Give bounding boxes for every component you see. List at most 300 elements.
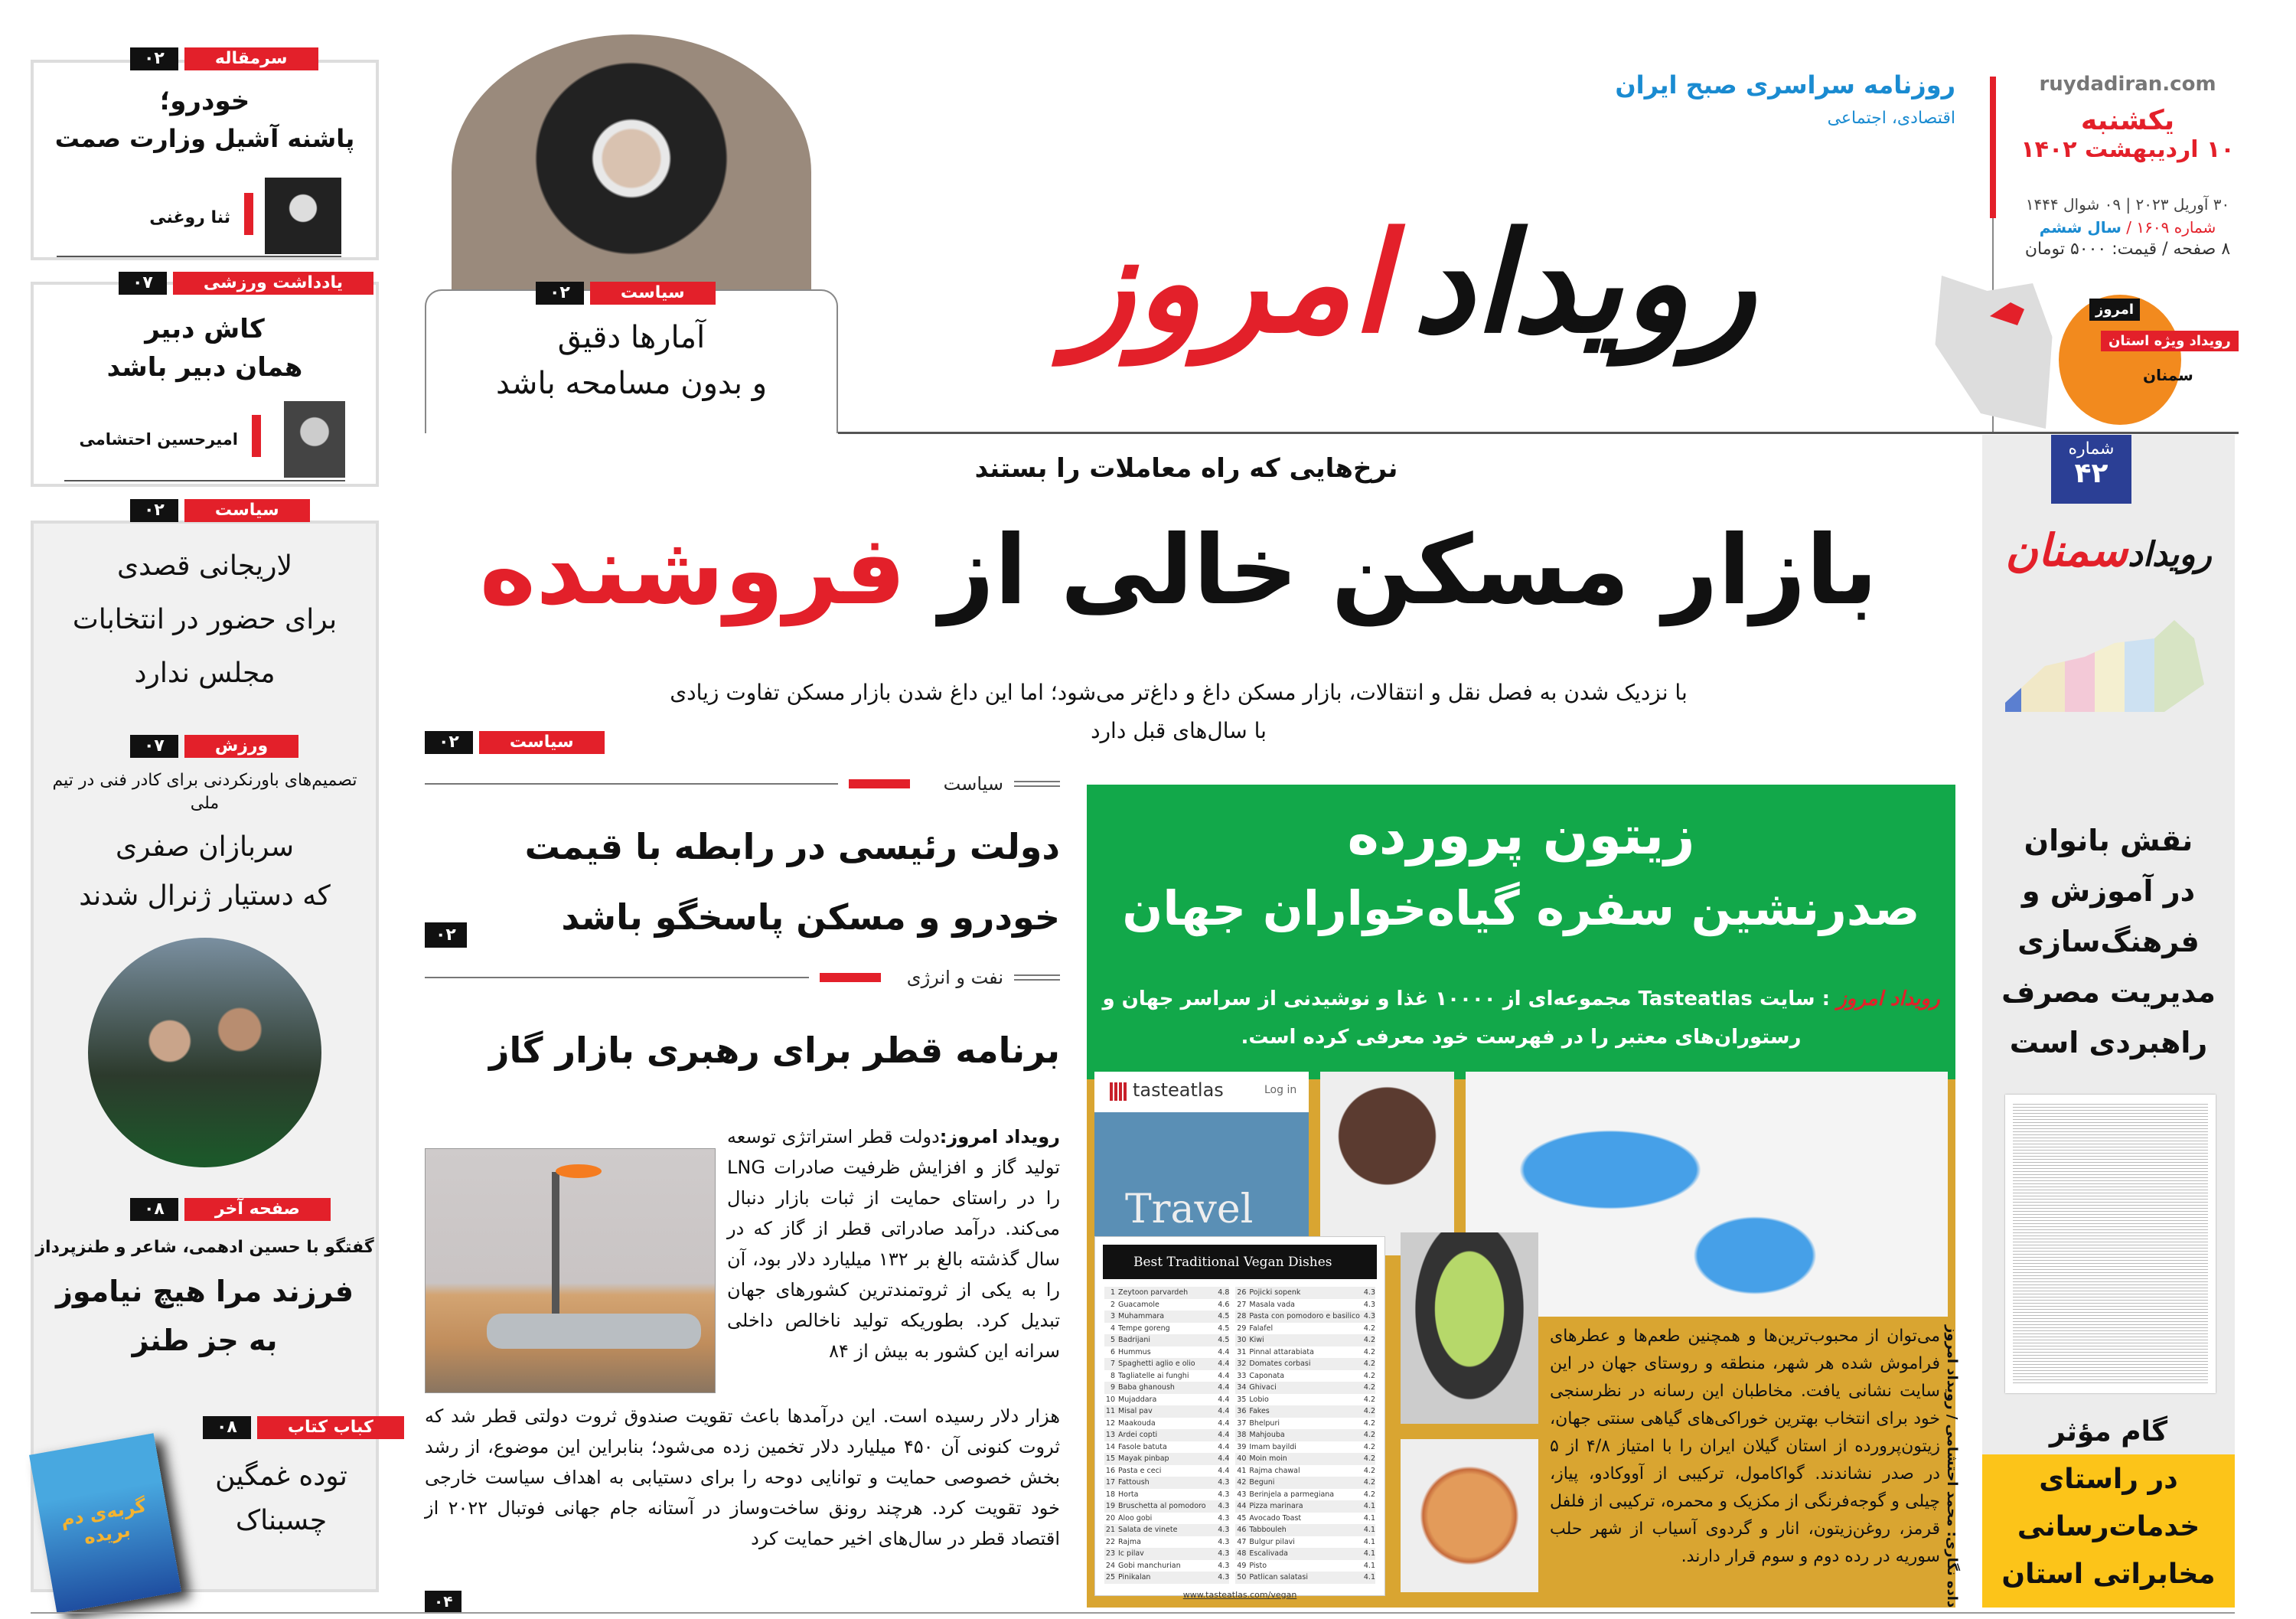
supplement-issue-badge xyxy=(2051,435,2131,504)
list-rank: 9 xyxy=(1110,1383,1115,1392)
list-row xyxy=(1104,1572,1229,1584)
list-rank: 22 xyxy=(1105,1537,1115,1546)
story1-headline[interactable] xyxy=(475,811,1060,952)
list-row xyxy=(1104,1382,1229,1394)
main-headline[interactable] xyxy=(459,509,1898,634)
hummus-photo xyxy=(1401,1439,1538,1592)
sports-note-author: امیرحسین احتشامی xyxy=(79,430,238,449)
tasteatlas-logo-icon xyxy=(1110,1082,1128,1101)
headline-line: نقش بانوان xyxy=(2024,824,2193,857)
list-dish: Misal pav xyxy=(1118,1407,1153,1416)
list-dish: Avocado Toast xyxy=(1249,1513,1302,1523)
list-dish: Ic pilav xyxy=(1118,1549,1144,1559)
list-score: 4.2 xyxy=(1363,1442,1375,1451)
body-text: دولت قطر استراتژی توسعه تولید گاز و افزایش ظرفیت صادرات LNG را در راستای حمایت از ثبات بازار دنبال می‌کند. درآمد صادراتی قطر از گاز که در سال گذشته بالغ بر ۱۳۲ میلیارد دلار بود، آن را به یکی از ثروتمندترین کشورهای جهان تبدیل کرد. بطوریکه تولید ناخالص داخلی سرانه این کشور به بیش از ۸۴ xyxy=(727,1126,1060,1362)
list-score: 4.2 xyxy=(1363,1360,1375,1369)
list-score: 4.4 xyxy=(1218,1466,1230,1475)
list-row xyxy=(1235,1323,1375,1335)
issue-label: شماره xyxy=(2068,439,2115,459)
leader-photo xyxy=(452,34,811,310)
tag-main: سیاست ۰۲ xyxy=(425,731,605,754)
list-dish: Escalivada xyxy=(1249,1549,1288,1559)
headline-line: در راستای xyxy=(2039,1464,2178,1495)
list-dish: Maakouda xyxy=(1118,1418,1156,1428)
list-score: 4.2 xyxy=(1363,1431,1375,1440)
supplement-page-thumbnail[interactable] xyxy=(2005,1095,2216,1393)
headline-red: فروشنده xyxy=(479,515,906,626)
list-dish: Salata de vinete xyxy=(1118,1526,1178,1535)
list-dish: Rajma xyxy=(1118,1537,1141,1546)
list-score: 4.2 xyxy=(1363,1478,1375,1487)
story2-body-bottom: هزار دلار رسیده است. این درآمدها باعث تقویت صندوق ثروت دولتی قطر شد که ثروت کنونی آن ۴۵۰ میلیارد دلار تخمین زده می‌شود؛ بنابراین این موضوع، از رشد بخش خصوصی حمایت و توانایی دوحه را برای دستیابی به اهداف سیاست خارجی خود تقویت کرد. هرچند رونق ساخت‌وساز در آستانه جام جهانی فوتبال ۲۰۲۲ از اقتصاد قطر در سال‌های اخیر حمایت کرد xyxy=(425,1405,1061,1549)
list-dish: Pasta con pomodoro e basilico xyxy=(1249,1312,1360,1321)
list-dish: Muhammara xyxy=(1118,1312,1165,1321)
list-rank: 32 xyxy=(1237,1360,1247,1369)
list-rank: 18 xyxy=(1105,1490,1115,1499)
list-row xyxy=(1104,1358,1229,1370)
list-score: 4.4 xyxy=(1218,1431,1230,1440)
list-row xyxy=(1104,1334,1229,1346)
list-dish: Moin moin xyxy=(1249,1454,1287,1464)
list-rank: 15 xyxy=(1105,1454,1115,1464)
list-row xyxy=(1235,1548,1375,1560)
list-row xyxy=(1104,1524,1229,1536)
story1-kicker xyxy=(425,773,1060,795)
list-rank: 5 xyxy=(1110,1336,1115,1345)
list-dish: Masala vada xyxy=(1249,1300,1295,1309)
feature-credit: داده نگاری: محمد احتشامی / رویداد امروز xyxy=(1944,1324,1960,1608)
list-dish: Ardei copti xyxy=(1118,1431,1158,1440)
list-row xyxy=(1235,1453,1375,1465)
accent-bar xyxy=(244,193,253,235)
list-score: 4.3 xyxy=(1363,1300,1375,1309)
masthead-logo[interactable] xyxy=(850,145,1975,421)
top-politics-box[interactable] xyxy=(425,289,838,433)
main-kicker: نرخ‌هایی که راه معاملات را بستند xyxy=(974,453,1398,484)
masthead-rule xyxy=(838,432,2239,434)
list-dish: Fakes xyxy=(1249,1407,1270,1416)
sports-kicker: تصمیم‌های باورنکردنی برای کادر فنی در تیم ملی xyxy=(52,771,357,813)
list-dish: Ghivaci xyxy=(1249,1383,1277,1392)
headline-line: به جز طنز xyxy=(132,1324,278,1357)
list-score: 4.2 xyxy=(1363,1347,1375,1356)
logo-red-text: سمنان xyxy=(2005,524,2128,576)
list-rank: 16 xyxy=(1105,1466,1115,1475)
masthead-red-divider xyxy=(1990,77,1996,218)
list-dish: Zeytoon parvardeh xyxy=(1118,1288,1189,1297)
editorial-author: ثنا روغنی xyxy=(149,208,230,227)
list-score: 4.3 xyxy=(1218,1537,1230,1546)
list-dish: Imam bayildi xyxy=(1249,1442,1296,1451)
list-footer: www.tasteatlas.com/vegan xyxy=(1182,1589,1297,1600)
list-dish: Pojicki sopenk xyxy=(1249,1288,1301,1297)
list-title: Best Traditional Vegan Dishes xyxy=(1133,1254,1332,1270)
list-row xyxy=(1104,1370,1229,1382)
book-title: گربه‌ی دم بریده xyxy=(59,1494,148,1549)
list-row xyxy=(1235,1287,1375,1299)
list-row xyxy=(1104,1536,1229,1549)
province-name: سمنان xyxy=(2143,366,2193,384)
supplement-story-2[interactable] xyxy=(1986,1408,2231,1598)
feature-green-panel[interactable] xyxy=(1087,785,1955,1079)
intro-text: : سایت Tasteatlas مجموعه‌ای از ۱۰۰۰۰ غذا و نوشیدنی از سراسر جهان و رستوران‌های معتبر را در فهرست خود معرفی کرده است. xyxy=(1102,987,1831,1049)
list-rank: 14 xyxy=(1105,1442,1115,1451)
list-row xyxy=(1235,1477,1375,1489)
masthead-info xyxy=(2013,73,2242,259)
list-score: 4.2 xyxy=(1363,1383,1375,1392)
headline-line: مجلس ندارد xyxy=(134,658,276,689)
list-row xyxy=(1104,1346,1229,1359)
kicker-label: سیاست xyxy=(943,773,1003,795)
list-rank: 34 xyxy=(1237,1383,1247,1392)
list-score: 4.8 xyxy=(1218,1288,1230,1297)
headline-line: چسبناک xyxy=(235,1505,328,1536)
list-row xyxy=(1235,1405,1375,1418)
subtagline: اقتصادی، اجتماعی xyxy=(1827,109,1955,128)
list-row xyxy=(1235,1299,1375,1311)
issue-number: ۴۲ xyxy=(2074,458,2108,489)
list-row xyxy=(1235,1346,1375,1359)
issue-number: شماره ۱۶۰۹ / xyxy=(2126,218,2216,237)
story2-body-top xyxy=(727,1121,1060,1366)
list-rank: 28 xyxy=(1237,1312,1247,1321)
list-row xyxy=(1104,1513,1229,1525)
headline-line: لاریجانی قصدی xyxy=(116,550,293,582)
story1-page: ۰۲ xyxy=(425,922,467,948)
tagline: روزنامه سراسری صبح ایران xyxy=(1615,70,1955,100)
kicker-label: نفت و انرژی xyxy=(906,967,1003,988)
list-row xyxy=(1104,1477,1229,1489)
list-score: 4.5 xyxy=(1218,1336,1230,1345)
list-row xyxy=(1104,1394,1229,1406)
list-row xyxy=(1104,1441,1229,1454)
list-rank: 45 xyxy=(1237,1513,1247,1523)
supplement-story-1[interactable] xyxy=(1986,815,2231,1068)
list-dish: Rajma chawal xyxy=(1249,1466,1300,1475)
list-dish: Caponata xyxy=(1249,1371,1285,1380)
list-score: 4.5 xyxy=(1218,1324,1230,1333)
list-dish: Falafel xyxy=(1249,1324,1274,1333)
list-row xyxy=(1104,1489,1229,1501)
sports-photo xyxy=(88,938,321,1167)
list-score: 4.1 xyxy=(1363,1513,1375,1523)
list-rank: 44 xyxy=(1237,1502,1247,1511)
logo-red-text: امروز xyxy=(1068,202,1390,364)
list-row xyxy=(1235,1560,1375,1572)
list-rank: 6 xyxy=(1110,1347,1115,1356)
list-rank: 40 xyxy=(1237,1454,1247,1464)
headline-line: خودرو و مسکن پاسخگو باشد xyxy=(561,896,1060,938)
list-dish: Gobi manchurian xyxy=(1118,1561,1181,1570)
year: سال ششم xyxy=(2039,218,2122,237)
headline-line: فرهنگ‌سازی xyxy=(2017,925,2200,958)
list-score: 4.6 xyxy=(1218,1300,1230,1309)
list-row xyxy=(1235,1513,1375,1525)
last-page-headline[interactable] xyxy=(34,1267,375,1365)
list-rank: 49 xyxy=(1237,1561,1247,1570)
list-rank: 2 xyxy=(1110,1300,1115,1309)
tasteatlas-brand: tasteatlas xyxy=(1133,1079,1224,1101)
feature-title-1: زیتون پرورده xyxy=(1347,804,1695,867)
list-score: 4.3 xyxy=(1218,1573,1230,1582)
list-row xyxy=(1104,1429,1229,1441)
list-rank: 37 xyxy=(1237,1418,1247,1428)
tag-politics: سیاست ۰۲ xyxy=(130,499,310,522)
supplement-logo xyxy=(1990,524,2227,576)
main-lead xyxy=(490,674,1867,750)
list-dish: Tagliatelle ai funghi xyxy=(1118,1371,1189,1380)
list-rank: 26 xyxy=(1237,1288,1247,1297)
editorial-title-1: خودرو؛ xyxy=(159,86,250,116)
list-col-left xyxy=(1104,1287,1229,1584)
tag-last-page: صفحه آخر ۰۸ xyxy=(130,1198,331,1221)
list-row xyxy=(1235,1334,1375,1346)
list-score: 4.3 xyxy=(1363,1312,1375,1321)
list-rank: 21 xyxy=(1105,1526,1115,1535)
top-box-title-2: و بدون مسامحه باشد xyxy=(495,366,768,401)
story2-kicker xyxy=(425,967,1060,988)
list-score: 4.3 xyxy=(1218,1490,1230,1499)
sports-note-title-2: همان دبیر باشد xyxy=(106,352,303,383)
list-rank: 43 xyxy=(1237,1490,1247,1499)
tasteatlas-screenshot xyxy=(1094,1072,1309,1255)
date-persian: ۱۰ اردیبهشت ۱۴۰۲ xyxy=(2020,136,2235,163)
list-rank: 42 xyxy=(1237,1478,1247,1487)
list-row xyxy=(1235,1489,1375,1501)
author-photo xyxy=(284,401,345,478)
tag-book: کباب کتاب ۰۸ xyxy=(203,1416,404,1439)
sports-note-box[interactable] xyxy=(31,282,379,487)
list-score: 4.4 xyxy=(1218,1418,1230,1428)
headline-line: مدیریت مصرف xyxy=(2001,975,2216,1009)
login-link: Log in xyxy=(1264,1084,1297,1096)
headline-line: در آموزش و xyxy=(2021,874,2196,908)
headline-line: راهبردی است xyxy=(2009,1026,2208,1059)
list-score: 4.1 xyxy=(1363,1537,1375,1546)
divider xyxy=(64,480,345,481)
headline-black: بازار مسکن خالی از xyxy=(939,515,1878,626)
dish-photo-1 xyxy=(1320,1072,1454,1255)
list-row xyxy=(1104,1311,1229,1323)
list-score: 4.1 xyxy=(1363,1573,1375,1582)
list-dish: Pizza marinara xyxy=(1249,1502,1303,1511)
list-row xyxy=(1104,1299,1229,1311)
price: ۸ صفحه / قیمت: ۵۰۰۰ تومان xyxy=(2024,240,2231,259)
list-score: 4.2 xyxy=(1363,1490,1375,1499)
list-rank: 19 xyxy=(1105,1502,1115,1511)
list-score: 4.4 xyxy=(1218,1360,1230,1369)
travel-text: Travel xyxy=(1125,1187,1254,1232)
list-dish: Pinnal attarabiata xyxy=(1249,1347,1314,1356)
list-dish: Tempe goreng xyxy=(1118,1324,1170,1333)
list-row xyxy=(1235,1382,1375,1394)
list-score: 4.2 xyxy=(1363,1371,1375,1380)
list-score: 4.3 xyxy=(1363,1288,1375,1297)
list-score: 4.4 xyxy=(1218,1442,1230,1451)
list-dish: Pasta e ceci xyxy=(1118,1466,1162,1475)
list-dish: Beguni xyxy=(1249,1478,1275,1487)
list-row xyxy=(1235,1370,1375,1382)
list-dish: Mujaddara xyxy=(1118,1395,1157,1404)
list-row xyxy=(1235,1500,1375,1513)
list-score: 4.4 xyxy=(1218,1371,1230,1380)
list-score: 4.2 xyxy=(1363,1454,1375,1464)
gas-flare-photo xyxy=(425,1148,716,1393)
list-row xyxy=(1235,1536,1375,1549)
province-label[interactable]: رویداد ویژه استان xyxy=(2101,331,2239,351)
list-rank: 31 xyxy=(1237,1347,1247,1356)
list-score: 4.4 xyxy=(1218,1454,1230,1464)
list-rank: 17 xyxy=(1105,1478,1115,1487)
list-score: 4.4 xyxy=(1218,1407,1230,1416)
editorial-title-2: پاشنه آشیل وزارت صمت xyxy=(54,124,355,153)
sports-headline[interactable] xyxy=(34,823,375,921)
logo-black-text: رویداد xyxy=(2128,535,2212,574)
list-score: 4.3 xyxy=(1218,1549,1230,1559)
story2-headline[interactable]: برنامه قطر برای رهبری بازار گاز xyxy=(489,1030,1060,1071)
list-dish: Pisto xyxy=(1249,1561,1267,1570)
list-score: 4.2 xyxy=(1363,1407,1375,1416)
province-today: امروز xyxy=(2089,299,2140,321)
weekday: یکشنبه xyxy=(2080,105,2175,136)
list-score: 4.3 xyxy=(1218,1502,1230,1511)
issue-line xyxy=(2013,218,2242,237)
headline-line: خدمات‌رسانی xyxy=(2017,1511,2200,1542)
lead-source: رویداد امروز: xyxy=(939,1126,1060,1147)
list-rank: 12 xyxy=(1105,1418,1115,1428)
headline-line: سربازان صفری xyxy=(115,831,295,863)
list-score: 4.4 xyxy=(1218,1395,1230,1404)
feature-title-2: صدرنشین سفره گیاه‌خواران جهان xyxy=(1122,880,1920,936)
list-rank: 20 xyxy=(1105,1513,1115,1523)
list-score: 4.2 xyxy=(1363,1395,1375,1404)
list-score: 4.4 xyxy=(1218,1383,1230,1392)
list-dish: Lobio xyxy=(1249,1395,1269,1404)
list-dish: Domates corbasi xyxy=(1249,1360,1311,1369)
list-row xyxy=(1235,1441,1375,1454)
list-score: 4.3 xyxy=(1218,1513,1230,1523)
list-row xyxy=(1235,1418,1375,1430)
larijani-headline[interactable] xyxy=(34,540,375,700)
guacamole-photo xyxy=(1401,1232,1538,1424)
list-row xyxy=(1104,1560,1229,1572)
list-rank: 25 xyxy=(1105,1573,1115,1582)
page-bottom-rule xyxy=(31,1612,2235,1614)
list-row xyxy=(1235,1394,1375,1406)
author-photo xyxy=(265,178,341,254)
list-row xyxy=(1235,1429,1375,1441)
sports-note-title-1: کاش دبیر xyxy=(145,314,265,344)
list-dish: Hummus xyxy=(1118,1347,1151,1356)
list-row xyxy=(1235,1311,1375,1323)
tag-sports: ورزش ۰۷ xyxy=(130,735,298,758)
list-score: 4.1 xyxy=(1363,1502,1375,1511)
list-rank: 27 xyxy=(1237,1300,1247,1309)
list-score: 4.5 xyxy=(1218,1312,1230,1321)
list-rank: 48 xyxy=(1237,1549,1247,1559)
list-dish: Berinjela a parmegiana xyxy=(1249,1490,1335,1499)
list-score: 4.2 xyxy=(1363,1418,1375,1428)
list-row xyxy=(1104,1287,1229,1299)
list-rank: 29 xyxy=(1237,1324,1247,1333)
divider xyxy=(57,256,341,257)
list-rank: 13 xyxy=(1105,1431,1115,1440)
list-score: 4.1 xyxy=(1363,1526,1375,1535)
tag-sports-note: یادداشت ورزشی ۰۷ xyxy=(119,272,373,295)
headline-line: دولت رئیسی در رابطه با قیمت xyxy=(524,826,1060,867)
list-dish: Guacamole xyxy=(1118,1300,1159,1309)
list-rank: 7 xyxy=(1110,1360,1115,1369)
list-score: 4.3 xyxy=(1218,1478,1230,1487)
list-score: 4.2 xyxy=(1363,1466,1375,1475)
lead-line: با سال‌های قبل دارد xyxy=(1091,718,1267,743)
list-dish: Bruschetta al pomodoro xyxy=(1118,1502,1206,1511)
list-dish: Fattoush xyxy=(1118,1478,1150,1487)
list-score: 4.1 xyxy=(1363,1561,1375,1570)
lead-line: با نزدیک شدن به فصل نقل و انتقالات، بازار مسکن داغ و داغ‌تر می‌شود؛ اما این داغ شدن بازار مسکن تفاوت زیادی xyxy=(670,680,1688,705)
book-headline[interactable] xyxy=(195,1454,367,1543)
list-dish: Bhelpuri xyxy=(1249,1418,1280,1428)
list-row xyxy=(1104,1465,1229,1477)
list-rank: 36 xyxy=(1237,1407,1247,1416)
list-dish: Badrijani xyxy=(1118,1336,1151,1345)
feature-body: می‌توان از محبوب‌ترین‌ها و همچنین طعم‌ها و عطرهای فراموش شده هر شهر، منطقه و روستای جهان در این سایت نشانی یافت. مخاطبان این رسانه در نظرسنجی خود برای انتخاب بهترین خوراکی‌های گیاهی سنتی جهان، زیتون‌پرورده از استان گیلان ایران را با امتیاز ۴/۸ از ۵ در صدر نشاندند. گواکامول، ترکیبی از آووکادو، پیاز، چیلی و گوجه‌فرنگی از مکزیک و محمره، ترکیبی از فلفل قرمز، روغن‌زیتون، انار و گردوی آسیاب از شهر حلب سوریه در رده دوم و سوم قرار دارند. xyxy=(1550,1327,1940,1566)
list-dish: Aloo gobi xyxy=(1118,1513,1153,1523)
list-rank: 10 xyxy=(1105,1395,1115,1404)
feature-intro xyxy=(1102,980,1940,1056)
list-row xyxy=(1104,1323,1229,1335)
top-box-title-1: آمارها دقیق xyxy=(557,320,706,355)
tag-editorial: سرمقاله ۰۲ xyxy=(130,47,318,70)
list-dish: Spaghetti aglio e olio xyxy=(1118,1360,1195,1369)
list-row xyxy=(1104,1418,1229,1430)
list-rank: 3 xyxy=(1110,1312,1115,1321)
accent-bar xyxy=(252,415,261,457)
list-score: 4.3 xyxy=(1218,1561,1230,1570)
website-link[interactable]: ruydadiran.com xyxy=(2039,73,2216,96)
headline-line: گام مؤثر xyxy=(2049,1416,2168,1448)
list-col-right xyxy=(1235,1287,1375,1584)
list-row xyxy=(1235,1358,1375,1370)
editorial-box[interactable] xyxy=(31,60,379,260)
list-dish: Baba ghanoush xyxy=(1118,1383,1175,1392)
vegan-dishes-list xyxy=(1094,1236,1385,1600)
list-row xyxy=(1235,1524,1375,1536)
list-rank: 11 xyxy=(1105,1407,1115,1416)
list-row xyxy=(1104,1548,1229,1560)
list-rank: 46 xyxy=(1237,1526,1247,1535)
list-row xyxy=(1104,1500,1229,1513)
list-rank: 4 xyxy=(1110,1324,1115,1333)
list-rank: 39 xyxy=(1237,1442,1247,1451)
logo-black-text: رویداد xyxy=(1412,202,1756,364)
list-rank: 41 xyxy=(1237,1466,1247,1475)
headline-line: برای حضور در انتخابات xyxy=(72,604,338,635)
list-row xyxy=(1235,1465,1375,1477)
list-dish: Pinikalan xyxy=(1118,1573,1151,1582)
list-rank: 30 xyxy=(1237,1336,1247,1345)
list-rank: 24 xyxy=(1105,1561,1115,1570)
list-score: 4.1 xyxy=(1363,1549,1375,1559)
list-rank: 33 xyxy=(1237,1371,1247,1380)
list-row xyxy=(1104,1405,1229,1418)
tag-top-politics: سیاست ۰۲ xyxy=(536,282,716,305)
list-dish: Kiwi xyxy=(1249,1336,1264,1345)
headline-line: توده غمگین xyxy=(215,1461,347,1492)
list-rank: 38 xyxy=(1237,1431,1247,1440)
list-rank: 47 xyxy=(1237,1537,1247,1546)
list-dish: Fasole batuta xyxy=(1118,1442,1167,1451)
